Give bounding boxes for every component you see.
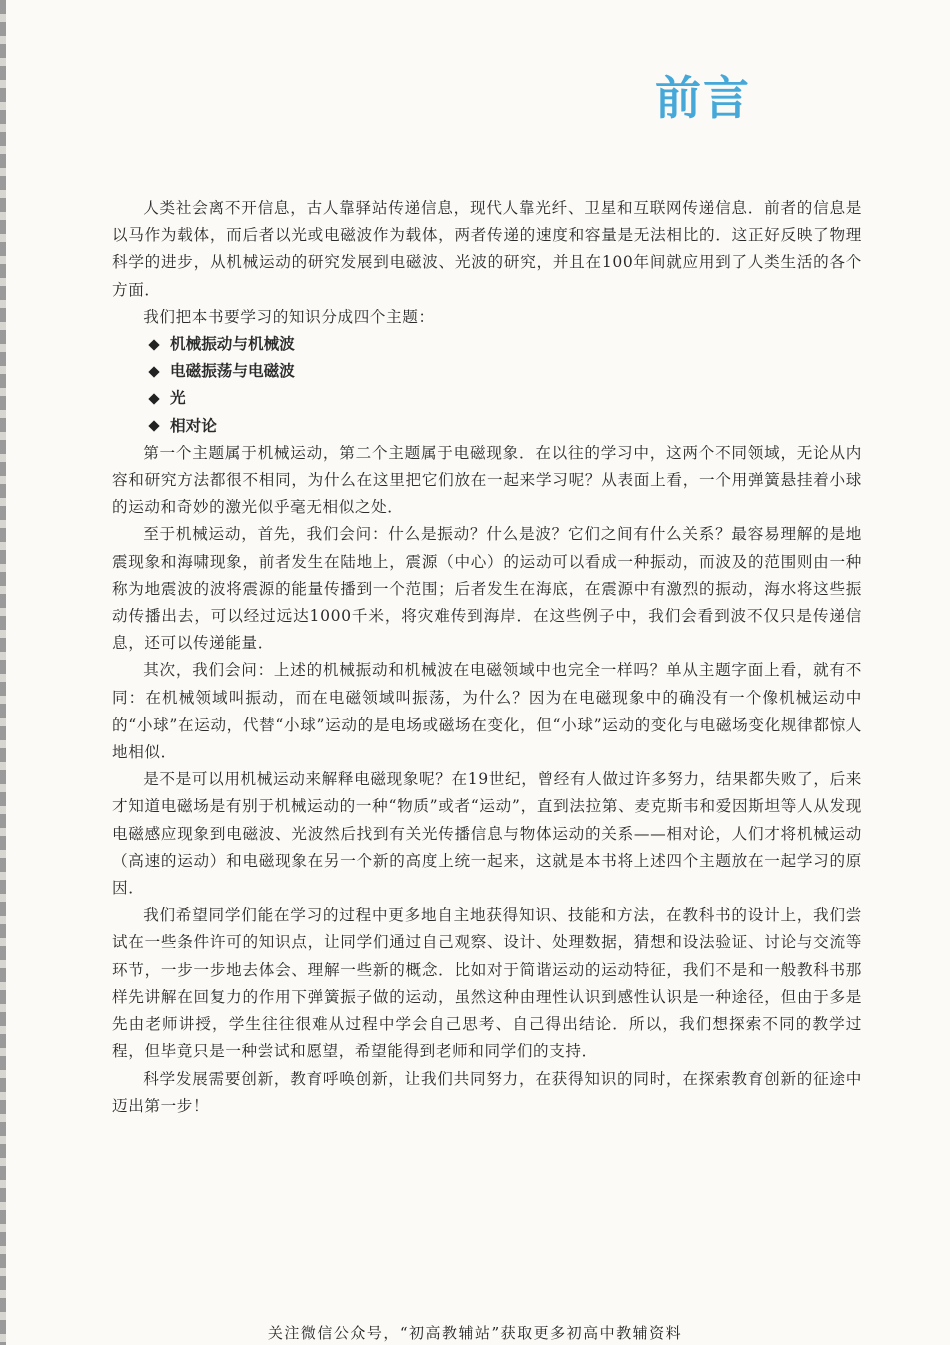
topic-item (112, 358, 862, 385)
diamond-bullet-icon (148, 393, 159, 404)
topic-item (112, 413, 862, 440)
diamond-bullet-icon (148, 366, 159, 377)
paragraph: 人类社会离不开信息，古人靠驿站传递信息，现代人靠光纤、卫星和互联网传递信息．前者的信息是以马作为载体，而后者以光或电磁波作为载体，两者传递的速度和容量是无法相比的．这正好反映了物理科学的进步，从机械运动的研究发展到电磁波、光波的研究，并且在100年间就应用到了人类生活的各个方面． (112, 199, 862, 299)
paragraph: 第一个主题属于机械运动，第二个主题属于电磁现象．在以往的学习中，这两个不同领域，无论从内容和研究方法都很不相同，为什么在这里把它们放在一起来学习呢？从表面上看，一个用弹簧悬挂着小球的运动和奇妙的激光似乎毫无相似之处． (112, 443, 862, 517)
topic-item (112, 385, 862, 412)
topic-item (112, 331, 862, 358)
page-title: 前言 (655, 71, 751, 125)
topic-label: 光 (170, 389, 186, 408)
topic-label: 相对论 (170, 416, 217, 435)
diamond-bullet-icon (148, 421, 159, 432)
paragraph: 其次，我们会问：上述的机械振动和机械波在电磁领域中也完全一样吗？单从主题字面上看，就有不同：在机械领域叫振动，而在电磁领域叫振荡，为什么？因为在电磁现象中的确没有一个像机械运动中的“小球”在运动，代替“小球”运动的是电场或磁场在变化，但“小球”运动的变化与电磁场变化规律都惊人地相似． (112, 661, 862, 762)
paragraph: 科学发展需要创新，教育呼唤创新，让我们共同努力，在获得知识的同时，在探索教育创新的征途中迈出第一步！ (112, 1069, 862, 1115)
topic-list (112, 331, 862, 440)
topic-label: 机械振动与机械波 (170, 335, 295, 354)
preface-content (112, 195, 862, 1120)
diamond-bullet-icon (148, 339, 159, 350)
paragraph: 至于机械运动，首先，我们会问：什么是振动？什么是波？它们之间有什么关系？最容易理解的是地震现象和海啸现象，前者发生在陆地上，震源（中心）的运动可以看成一种振动，而波及的范围则由一种称为地震波的波将震源的能量传播到一个范围；后者发生在海底，在震源中有激烈的振动，海水将这些振动传播出去，可以经过远达1000千米，将灾难传到海岸．在这些例子中，我们会看到波不仅只是传递信息，还可以传递能量． (112, 525, 862, 653)
topic-label: 电磁振荡与电磁波 (170, 362, 295, 381)
paragraph: 是不是可以用机械运动来解释电磁现象呢？在19世纪，曾经有人做过许多努力，结果都失败了，后来才知道电磁场是有别于机械运动的一种“物质”或者“运动”，直到法拉第、麦克斯韦和爱因斯坦等人从发现电磁感应现象到电磁波、光波然后找到有关光传播信息与物体运动的关系——相对论，人们才将机械运动（高速的运动）和电磁现象在另一个新的高度上统一起来，这就是本书将上述四个主题放在一起学习的原因． (112, 770, 862, 898)
paragraph: 我们把本书要学习的知识分成四个主题： (143, 307, 435, 326)
footer-note: 关注微信公众号，“初高教辅站”获取更多初高中教辅资料 (267, 1324, 683, 1342)
binding-edge (0, 0, 6, 1345)
paragraph: 我们希望同学们能在学习的过程中更多地自主地获得知识、技能和方法，在教科书的设计上，我们尝试在一些条件许可的知识点，让同学们通过自己观察、设计、处理数据，猜想和设法验证、讨论与交流等环节，一步一步地去体会、理解一些新的概念．比如对于简谐运动的运动特征，我们不是和一般教科书那样先讲解在回复力的作用下弹簧振子做的运动，虽然这种由理性认识到感性认识是一种途径，但由于多是先由老师讲授，学生往往很难从过程中学会自己思考、自己得出结论．所以，我们想探索不同的教学过程，但毕竟只是一种尝试和愿望，希望能得到老师和同学们的支持． (112, 906, 862, 1061)
